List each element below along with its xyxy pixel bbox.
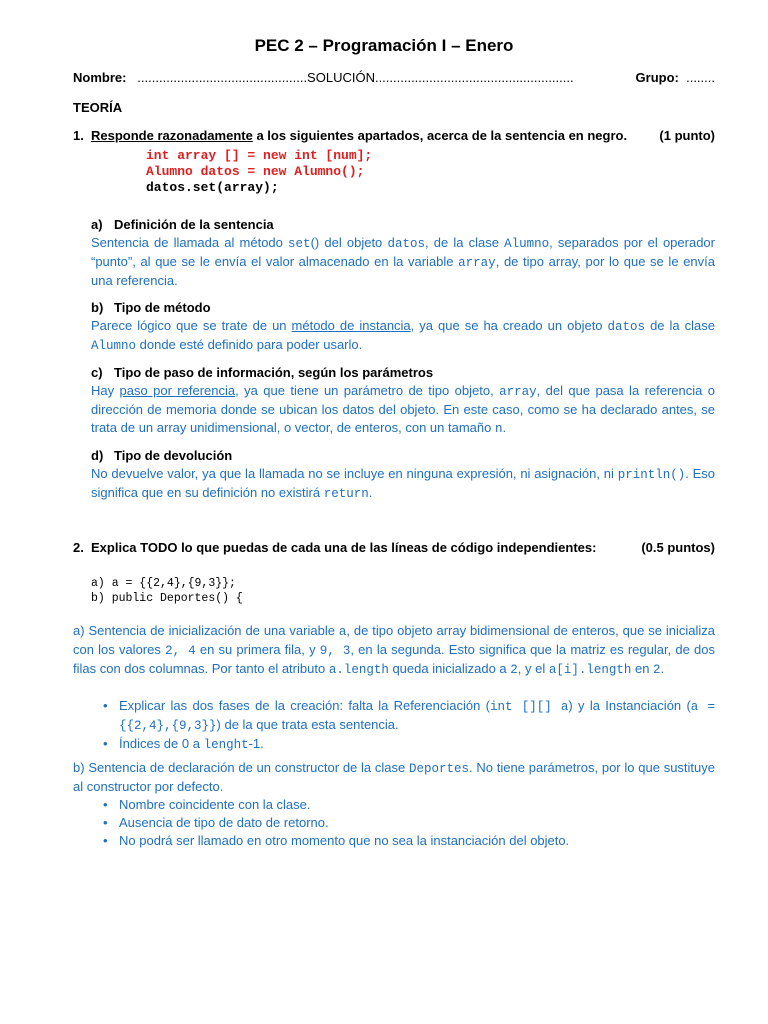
section-text: Parece lógico que se trate de un método de instancia, ya que se ha creado un objeto datos de la clase Alumno donde esté definido para poder usarlo. <box>91 318 715 353</box>
grupo-label: Grupo: <box>635 70 679 85</box>
question-points: (0.5 puntos) <box>641 540 715 555</box>
prompt-underlined: Responde razonadamente <box>91 128 253 143</box>
section-text: No devuelve valor, ya que la llamada no se incluye en ninguna expresión, ni asignación, ni println(). Eso significa que en su definición no existirá return. <box>91 466 715 501</box>
question-number: 1. <box>73 128 84 143</box>
list-item: • Explicar las dos fases de la creación: falta la Referenciación (int [][] a) y la Instanciación (a = {{2,4},{9,3}}) de la que trata esta sentencia. <box>91 697 715 735</box>
code-line: a) a = {{2,4},{9,3}}; <box>91 577 236 590</box>
code-line: Alumno datos = new Alumno(); <box>146 164 365 179</box>
section-heading: b) Tipo de método <box>91 300 211 315</box>
section-heading: d) Tipo de devolución <box>91 448 233 463</box>
question-number: 2. <box>73 540 84 555</box>
name-group-line <box>73 70 715 85</box>
question-2-prompt <box>73 540 715 555</box>
question-2-answer-b <box>73 759 715 850</box>
question-2-answer-a <box>73 622 715 754</box>
answer-text: a) Sentencia de inicialización de una variable a, de tipo objeto array bidimensional de enteros, que se inicializa con los valores 2, 4 en su primera fila, y 9, 3, en la segunda. Esto significa que la matriz es regular, de dos filas con dos columnas. Por tanto el atributo a.length queda inicializado a 2, y el a[i].length en 2. <box>73 623 716 677</box>
page-title: PEC 2 – Programación I – Enero <box>254 36 514 55</box>
code-line: int array [] = new int [num]; <box>146 148 373 163</box>
list-item: • No podrá ser llamado en otro momento que no sea la instanciación del objeto. <box>91 832 715 850</box>
section-text: Hay paso por referencia, ya que tiene un parámetro de tipo objeto, array, del que pasa la referencia o dirección de memoria donde se ubican los datos del objeto. En este caso, como se ha declarado antes, se trata de un array unidimensional, o vector, de enteros, con un tamaño n. <box>91 383 716 436</box>
answer-section-b <box>91 299 715 355</box>
question-1-prompt <box>73 128 715 143</box>
question-2-code <box>91 576 243 606</box>
answer-section-a <box>91 216 715 290</box>
section-heading-teoria: TEORÍA <box>73 100 123 115</box>
prompt-text: Explica TODO lo que puedas de cada una de las líneas de código independientes: <box>91 540 597 555</box>
answer-b-bullets <box>73 796 715 850</box>
answer-text: b) Sentencia de declaración de un constructor de la clase Deportes. No tiene parámetros, por lo que sustituye al constructor por defecto. <box>73 760 716 794</box>
nombre-field <box>73 70 574 85</box>
nombre-value: ...............................................SOLUCIÓN....................................................... <box>137 70 574 85</box>
grupo-field <box>636 70 715 85</box>
code-line: b) public Deportes() { <box>91 592 243 605</box>
answer-section-d <box>91 447 715 503</box>
question-points: (1 punto) <box>659 128 715 143</box>
list-item: • Ausencia de tipo de dato de retorno. <box>91 814 715 832</box>
list-item: • Nombre coincidente con la clase. <box>91 796 715 814</box>
section-heading: c) Tipo de paso de información, según los parámetros <box>91 365 434 380</box>
nombre-label: Nombre: <box>73 70 127 85</box>
section-text: Sentencia de llamada al método set() del objeto datos, de la clase Alumno, separados por el operador “punto”, al que se le envía el valor almacenado en la variable array, de tipo array, por lo que se le envía una referencia. <box>91 235 715 288</box>
prompt-text: a los siguientes apartados, acerca de la sentencia en negro. <box>252 128 628 143</box>
answer-section-c <box>91 364 715 438</box>
code-line: datos.set(array); <box>146 180 279 195</box>
grupo-value: ........ <box>686 70 715 85</box>
section-heading: a) Definición de la sentencia <box>91 217 274 232</box>
question-1-code <box>146 148 372 196</box>
list-item: • Índices de 0 a lenght-1. <box>91 735 715 754</box>
answer-a-bullets <box>73 697 715 754</box>
